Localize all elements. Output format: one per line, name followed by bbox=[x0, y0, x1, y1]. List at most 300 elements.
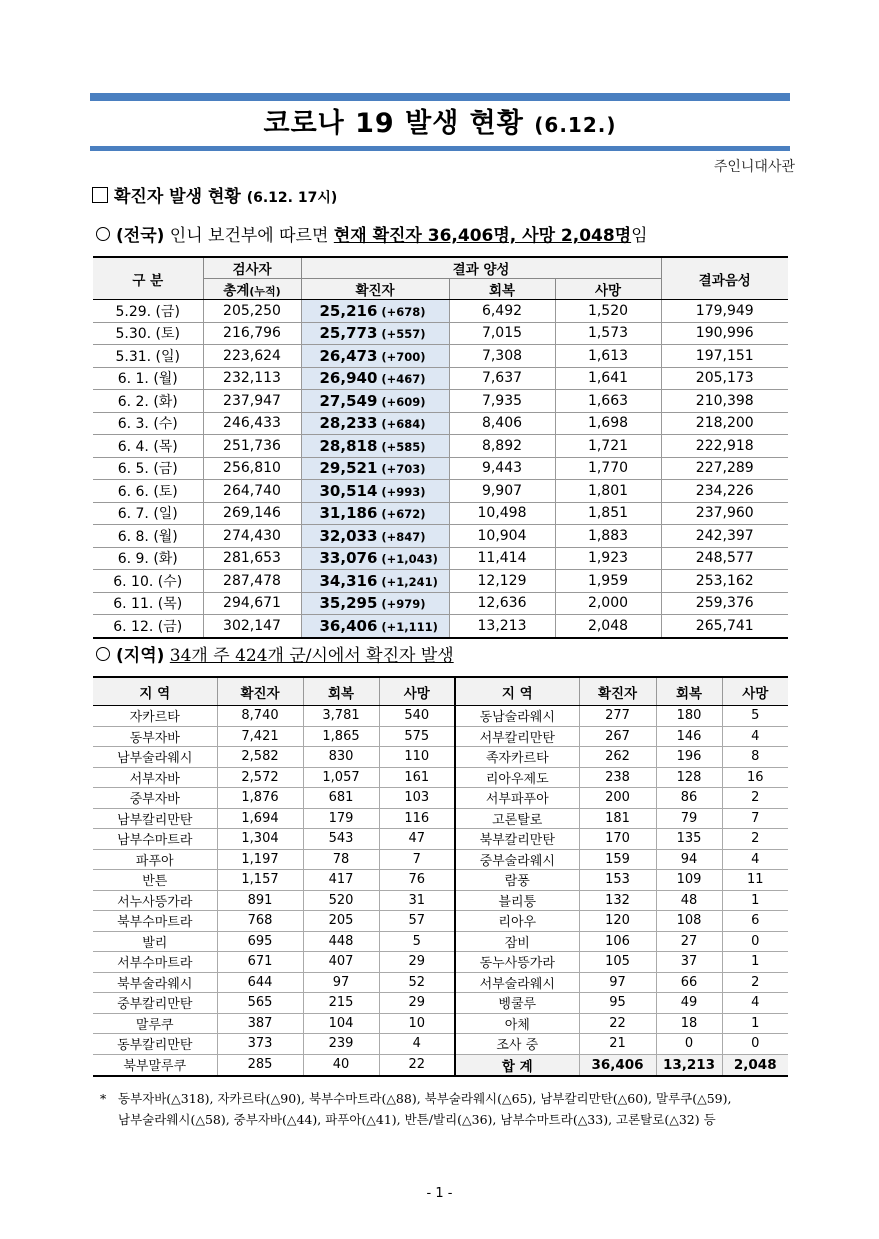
region-cell: 벵쿨루 bbox=[455, 993, 579, 1014]
tested-cell: 246,433 bbox=[203, 412, 301, 435]
recovered-cell: 48 bbox=[656, 890, 722, 911]
recovered-cell: 205 bbox=[303, 911, 379, 932]
table-row bbox=[93, 390, 788, 413]
title-date: (6.12.) bbox=[534, 113, 617, 137]
region-cell: 족자카르타 bbox=[455, 747, 579, 768]
region-cell: 남부수마트라 bbox=[93, 829, 217, 850]
confirmed-value: 30,514 bbox=[319, 481, 378, 500]
square-bullet-icon bbox=[92, 187, 108, 203]
recovered-cell: 37 bbox=[656, 952, 722, 973]
header-deaths: 사망 bbox=[555, 279, 661, 300]
confirmed-cell: 1,157 bbox=[217, 870, 303, 891]
tested-cell: 216,796 bbox=[203, 322, 301, 345]
recovered-cell: 8,892 bbox=[449, 435, 555, 458]
regional-text: 34개 주 424개 군/시에서 확진자 발생 bbox=[169, 646, 454, 666]
negative-cell: 205,173 bbox=[661, 367, 788, 390]
organization: 주인니대사관 bbox=[713, 159, 795, 175]
recovered-cell: 6,492 bbox=[449, 300, 555, 323]
header-period: 구 분 bbox=[93, 257, 203, 300]
recovered-cell: 79 bbox=[656, 808, 722, 829]
table-row bbox=[93, 570, 788, 593]
negative-cell: 222,918 bbox=[661, 435, 788, 458]
confirmed-value: 26,940 bbox=[319, 369, 378, 388]
negative-cell: 190,996 bbox=[661, 322, 788, 345]
confirmed-cell: 267 bbox=[579, 726, 656, 747]
header-region-right: 지 역 bbox=[455, 677, 579, 706]
header-confirmed-right: 확진자 bbox=[579, 677, 656, 706]
tested-cell: 205,250 bbox=[203, 300, 301, 323]
tested-cell: 256,810 bbox=[203, 457, 301, 480]
confirmed-cell bbox=[301, 502, 449, 525]
recovered-cell: 27 bbox=[656, 931, 722, 952]
recovered-cell: 10,498 bbox=[449, 502, 555, 525]
date-cell: 5.31. (일) bbox=[93, 345, 203, 368]
date-cell: 6. 4. (목) bbox=[93, 435, 203, 458]
header-tested-total bbox=[203, 279, 301, 300]
table-row bbox=[93, 788, 788, 809]
confirmed-increase: (+609) bbox=[381, 394, 426, 409]
negative-cell: 179,949 bbox=[661, 300, 788, 323]
deaths-cell: 1,923 bbox=[555, 547, 661, 570]
tested-cell: 281,653 bbox=[203, 547, 301, 570]
confirmed-cell bbox=[301, 615, 449, 638]
deaths-cell: 29 bbox=[379, 993, 455, 1014]
confirmed-cell: 95 bbox=[579, 993, 656, 1014]
confirmed-increase: (+684) bbox=[381, 417, 426, 432]
confirmed-increase: (+467) bbox=[381, 372, 426, 387]
date-cell: 6. 1. (월) bbox=[93, 367, 203, 390]
total-deaths: 2,048 bbox=[722, 1054, 788, 1076]
region-cell: 아체 bbox=[455, 1013, 579, 1034]
confirmed-cell: 1,876 bbox=[217, 788, 303, 809]
table-row bbox=[93, 345, 788, 368]
header-deaths-left: 사망 bbox=[379, 677, 455, 706]
recovered-cell: 7,935 bbox=[449, 390, 555, 413]
confirmed-cell bbox=[301, 592, 449, 615]
confirmed-value: 28,233 bbox=[319, 414, 378, 433]
deaths-cell: 1,721 bbox=[555, 435, 661, 458]
deaths-cell: 1,698 bbox=[555, 412, 661, 435]
confirmed-value: 26,473 bbox=[319, 346, 378, 365]
region-cell: 잠비 bbox=[455, 931, 579, 952]
recovered-cell: 0 bbox=[656, 1034, 722, 1055]
circle-bullet-icon bbox=[96, 227, 110, 241]
deaths-cell: 10 bbox=[379, 1013, 455, 1034]
confirmed-cell: 262 bbox=[579, 747, 656, 768]
confirmed-cell: 1,694 bbox=[217, 808, 303, 829]
deaths-cell: 5 bbox=[722, 706, 788, 727]
region-cell: 리아우제도 bbox=[455, 767, 579, 788]
region-cell: 남부술라웨시 bbox=[93, 747, 217, 768]
deaths-cell: 22 bbox=[379, 1054, 455, 1076]
confirmed-value: 25,216 bbox=[319, 301, 378, 320]
table-row bbox=[93, 525, 788, 548]
deaths-cell: 103 bbox=[379, 788, 455, 809]
confirmed-increase: (+585) bbox=[381, 439, 426, 454]
deaths-cell: 1,851 bbox=[555, 502, 661, 525]
deaths-cell: 4 bbox=[722, 849, 788, 870]
confirmed-increase: (+1,043) bbox=[381, 552, 438, 567]
region-cell: 동부자바 bbox=[93, 726, 217, 747]
date-cell: 6. 2. (화) bbox=[93, 390, 203, 413]
recovered-cell: 8,406 bbox=[449, 412, 555, 435]
confirmed-increase: (+979) bbox=[381, 597, 426, 612]
negative-cell: 265,741 bbox=[661, 615, 788, 638]
deaths-cell: 2,000 bbox=[555, 592, 661, 615]
deaths-cell: 11 bbox=[722, 870, 788, 891]
date-cell: 6. 12. (금) bbox=[93, 615, 203, 638]
recovered-cell: 196 bbox=[656, 747, 722, 768]
date-cell: 6. 8. (월) bbox=[93, 525, 203, 548]
confirmed-cell bbox=[301, 412, 449, 435]
confirmed-cell: 22 bbox=[579, 1013, 656, 1034]
header-confirmed: 확진자 bbox=[301, 279, 449, 300]
header-recovered-left: 회복 bbox=[303, 677, 379, 706]
header-tested-sub: 총계 bbox=[223, 283, 250, 299]
national-suffix: 임 bbox=[631, 226, 648, 246]
deaths-cell: 0 bbox=[722, 931, 788, 952]
deaths-cell: 1,641 bbox=[555, 367, 661, 390]
title-top-rule bbox=[90, 93, 790, 101]
table-row bbox=[93, 849, 788, 870]
recovered-cell: 49 bbox=[656, 993, 722, 1014]
negative-cell: 218,200 bbox=[661, 412, 788, 435]
deaths-cell: 1,959 bbox=[555, 570, 661, 593]
table-row bbox=[93, 890, 788, 911]
region-cell: 동남술라웨시 bbox=[455, 706, 579, 727]
confirmed-cell: 181 bbox=[579, 808, 656, 829]
regional-table bbox=[93, 676, 788, 1077]
confirmed-value: 36,406 bbox=[319, 616, 378, 635]
confirmed-cell: 120 bbox=[579, 911, 656, 932]
table-row bbox=[93, 435, 788, 458]
confirmed-cell: 7,421 bbox=[217, 726, 303, 747]
table-row bbox=[93, 870, 788, 891]
tested-cell: 269,146 bbox=[203, 502, 301, 525]
deaths-cell: 1,520 bbox=[555, 300, 661, 323]
national-highlight: 현재 확진자 36,406명, 사망 2,048명 bbox=[333, 226, 632, 246]
national-prefix: (전국) bbox=[116, 226, 165, 246]
national-summary bbox=[96, 221, 648, 246]
recovered-cell: 10,904 bbox=[449, 525, 555, 548]
region-cell: 리아우 bbox=[455, 911, 579, 932]
recovered-cell: 7,308 bbox=[449, 345, 555, 368]
confirmed-cell: 153 bbox=[579, 870, 656, 891]
confirmed-increase: (+678) bbox=[381, 304, 426, 319]
region-cell: 고론탈로 bbox=[455, 808, 579, 829]
deaths-cell: 1,883 bbox=[555, 525, 661, 548]
recovered-cell: 18 bbox=[656, 1013, 722, 1034]
recovered-cell: 7,015 bbox=[449, 322, 555, 345]
regional-prefix: (지역) bbox=[116, 646, 165, 666]
region-cell: 서부술라웨시 bbox=[455, 972, 579, 993]
region-cell: 블리퉁 bbox=[455, 890, 579, 911]
recovered-cell: 11,414 bbox=[449, 547, 555, 570]
recovered-cell: 109 bbox=[656, 870, 722, 891]
region-cell: 북부칼리만탄 bbox=[455, 829, 579, 850]
deaths-cell: 116 bbox=[379, 808, 455, 829]
confirmed-increase: (+1,111) bbox=[381, 619, 438, 634]
confirmed-cell: 2,572 bbox=[217, 767, 303, 788]
deaths-cell: 1,801 bbox=[555, 480, 661, 503]
confirmed-cell bbox=[301, 570, 449, 593]
confirmed-value: 28,818 bbox=[319, 436, 378, 455]
confirmed-cell: 238 bbox=[579, 767, 656, 788]
recovered-cell: 97 bbox=[303, 972, 379, 993]
confirmed-cell: 565 bbox=[217, 993, 303, 1014]
confirmed-cell: 159 bbox=[579, 849, 656, 870]
recovered-cell: 180 bbox=[656, 706, 722, 727]
recovered-cell: 12,636 bbox=[449, 592, 555, 615]
confirmed-value: 33,076 bbox=[319, 549, 378, 568]
confirmed-value: 25,773 bbox=[319, 324, 378, 343]
recovered-cell: 66 bbox=[656, 972, 722, 993]
deaths-cell: 575 bbox=[379, 726, 455, 747]
date-cell: 6. 10. (수) bbox=[93, 570, 203, 593]
deaths-cell: 2 bbox=[722, 829, 788, 850]
region-cell: 북부술라웨시 bbox=[93, 972, 217, 993]
region-cell: 서누사뜽가라 bbox=[93, 890, 217, 911]
date-cell: 6. 11. (목) bbox=[93, 592, 203, 615]
confirmed-cell: 671 bbox=[217, 952, 303, 973]
deaths-cell: 8 bbox=[722, 747, 788, 768]
table-row bbox=[93, 1034, 788, 1055]
confirmed-cell: 21 bbox=[579, 1034, 656, 1055]
footnote-line-1: 동부자바(△318), 자카르타(△90), 북부수마트라(△88), 북부술라웨시(△65), 남부칼리만탄(△60), 말루쿠(△59), bbox=[118, 1091, 732, 1106]
recovered-cell: 3,781 bbox=[303, 706, 379, 727]
deaths-cell: 52 bbox=[379, 972, 455, 993]
table-row bbox=[93, 502, 788, 525]
section-time: (6.12. 17시) bbox=[246, 190, 338, 206]
deaths-cell: 1 bbox=[722, 1013, 788, 1034]
recovered-cell: 78 bbox=[303, 849, 379, 870]
table-row bbox=[93, 993, 788, 1014]
deaths-cell: 7 bbox=[722, 808, 788, 829]
deaths-cell: 2 bbox=[722, 972, 788, 993]
total-recovered: 13,213 bbox=[656, 1054, 722, 1076]
deaths-cell: 7 bbox=[379, 849, 455, 870]
confirmed-value: 32,033 bbox=[319, 526, 378, 545]
negative-cell: 227,289 bbox=[661, 457, 788, 480]
date-cell: 5.29. (금) bbox=[93, 300, 203, 323]
region-cell: 서부자바 bbox=[93, 767, 217, 788]
table-row bbox=[93, 1013, 788, 1034]
region-cell: 동부칼리만탄 bbox=[93, 1034, 217, 1055]
header-tested: 검사자 bbox=[203, 257, 301, 279]
deaths-cell: 5 bbox=[379, 931, 455, 952]
recovered-cell: 407 bbox=[303, 952, 379, 973]
recovered-cell: 9,907 bbox=[449, 480, 555, 503]
region-cell: 북부말루쿠 bbox=[93, 1054, 217, 1076]
confirmed-cell bbox=[301, 480, 449, 503]
region-cell: 람풍 bbox=[455, 870, 579, 891]
tested-cell: 287,478 bbox=[203, 570, 301, 593]
section-heading bbox=[92, 182, 337, 207]
date-cell: 6. 3. (수) bbox=[93, 412, 203, 435]
table-row bbox=[93, 412, 788, 435]
table-row bbox=[93, 322, 788, 345]
deaths-cell: 0 bbox=[722, 1034, 788, 1055]
deaths-cell: 1,770 bbox=[555, 457, 661, 480]
total-label: 합 계 bbox=[455, 1054, 579, 1076]
deaths-cell: 2 bbox=[722, 788, 788, 809]
negative-cell: 234,226 bbox=[661, 480, 788, 503]
negative-cell: 242,397 bbox=[661, 525, 788, 548]
deaths-cell: 161 bbox=[379, 767, 455, 788]
region-cell: 발리 bbox=[93, 931, 217, 952]
region-cell: 서부수마트라 bbox=[93, 952, 217, 973]
table-row bbox=[93, 480, 788, 503]
tested-cell: 274,430 bbox=[203, 525, 301, 548]
confirmed-value: 29,521 bbox=[319, 459, 378, 478]
deaths-cell: 2,048 bbox=[555, 615, 661, 638]
confirmed-cell: 373 bbox=[217, 1034, 303, 1055]
confirmed-cell: 97 bbox=[579, 972, 656, 993]
header-recovered: 회복 bbox=[449, 279, 555, 300]
header-region-left: 지 역 bbox=[93, 677, 217, 706]
confirmed-cell: 132 bbox=[579, 890, 656, 911]
confirmed-cell: 285 bbox=[217, 1054, 303, 1076]
region-cell: 서부칼리만탄 bbox=[455, 726, 579, 747]
confirmed-cell bbox=[301, 367, 449, 390]
recovered-cell: 146 bbox=[656, 726, 722, 747]
header-confirmed-left: 확진자 bbox=[217, 677, 303, 706]
region-cell: 파푸아 bbox=[93, 849, 217, 870]
confirmed-cell bbox=[301, 547, 449, 570]
recovered-cell: 543 bbox=[303, 829, 379, 850]
recovered-cell: 239 bbox=[303, 1034, 379, 1055]
table-row bbox=[93, 615, 788, 638]
tested-cell: 294,671 bbox=[203, 592, 301, 615]
section-label: 확진자 발생 현황 bbox=[114, 187, 241, 207]
region-cell: 말루쿠 bbox=[93, 1013, 217, 1034]
table-row bbox=[93, 931, 788, 952]
confirmed-cell: 277 bbox=[579, 706, 656, 727]
confirmed-cell bbox=[301, 345, 449, 368]
national-table bbox=[93, 256, 788, 639]
confirmed-increase: (+847) bbox=[381, 529, 426, 544]
region-cell: 자카르타 bbox=[93, 706, 217, 727]
deaths-cell: 4 bbox=[722, 993, 788, 1014]
recovered-cell: 108 bbox=[656, 911, 722, 932]
region-cell: 반튼 bbox=[93, 870, 217, 891]
table-row bbox=[93, 972, 788, 993]
table-row bbox=[93, 911, 788, 932]
recovered-cell: 12,129 bbox=[449, 570, 555, 593]
confirmed-cell: 644 bbox=[217, 972, 303, 993]
confirmed-value: 31,186 bbox=[319, 504, 378, 523]
confirmed-increase: (+1,241) bbox=[381, 574, 438, 589]
confirmed-increase: (+557) bbox=[381, 327, 426, 342]
deaths-cell: 29 bbox=[379, 952, 455, 973]
confirmed-cell bbox=[301, 457, 449, 480]
confirmed-increase: (+700) bbox=[381, 349, 426, 364]
table-row bbox=[93, 808, 788, 829]
deaths-cell: 1,573 bbox=[555, 322, 661, 345]
deaths-cell: 110 bbox=[379, 747, 455, 768]
total-confirmed: 36,406 bbox=[579, 1054, 656, 1076]
table-row bbox=[93, 767, 788, 788]
region-cell: 북부수마트라 bbox=[93, 911, 217, 932]
deaths-cell: 1 bbox=[722, 952, 788, 973]
negative-cell: 210,398 bbox=[661, 390, 788, 413]
deaths-cell: 31 bbox=[379, 890, 455, 911]
recovered-cell: 448 bbox=[303, 931, 379, 952]
confirmed-value: 34,316 bbox=[319, 571, 378, 590]
date-cell: 6. 5. (금) bbox=[93, 457, 203, 480]
tested-cell: 264,740 bbox=[203, 480, 301, 503]
confirmed-cell: 105 bbox=[579, 952, 656, 973]
table-row bbox=[93, 592, 788, 615]
date-cell: 5.30. (토) bbox=[93, 322, 203, 345]
recovered-cell: 1,865 bbox=[303, 726, 379, 747]
page-number: - 1 - bbox=[426, 1186, 453, 1201]
confirmed-increase: (+672) bbox=[381, 507, 426, 522]
deaths-cell: 4 bbox=[722, 726, 788, 747]
tested-cell: 223,624 bbox=[203, 345, 301, 368]
date-cell: 6. 9. (화) bbox=[93, 547, 203, 570]
table-row bbox=[93, 547, 788, 570]
negative-cell: 197,151 bbox=[661, 345, 788, 368]
footnote-star: * bbox=[100, 1091, 107, 1106]
tested-cell: 302,147 bbox=[203, 615, 301, 638]
confirmed-increase: (+993) bbox=[381, 484, 426, 499]
region-cell: 서부파푸아 bbox=[455, 788, 579, 809]
title-main: 코로나 19 발생 현황 bbox=[263, 108, 524, 139]
recovered-cell: 9,443 bbox=[449, 457, 555, 480]
negative-cell: 259,376 bbox=[661, 592, 788, 615]
confirmed-increase: (+703) bbox=[381, 462, 426, 477]
recovered-cell: 104 bbox=[303, 1013, 379, 1034]
table-row bbox=[93, 829, 788, 850]
recovered-cell: 1,057 bbox=[303, 767, 379, 788]
table-row bbox=[93, 706, 788, 727]
recovered-cell: 681 bbox=[303, 788, 379, 809]
recovered-cell: 135 bbox=[656, 829, 722, 850]
confirmed-cell: 695 bbox=[217, 931, 303, 952]
region-cell: 중부칼리만탄 bbox=[93, 993, 217, 1014]
negative-cell: 253,162 bbox=[661, 570, 788, 593]
deaths-cell: 16 bbox=[722, 767, 788, 788]
header-deaths-right: 사망 bbox=[722, 677, 788, 706]
deaths-cell: 1,613 bbox=[555, 345, 661, 368]
recovered-cell: 86 bbox=[656, 788, 722, 809]
footnote bbox=[100, 1088, 800, 1130]
deaths-cell: 4 bbox=[379, 1034, 455, 1055]
tested-cell: 251,736 bbox=[203, 435, 301, 458]
confirmed-cell bbox=[301, 390, 449, 413]
header-recovered-right: 회복 bbox=[656, 677, 722, 706]
recovered-cell: 520 bbox=[303, 890, 379, 911]
confirmed-cell bbox=[301, 435, 449, 458]
region-cell: 동누사뜽가라 bbox=[455, 952, 579, 973]
recovered-cell: 40 bbox=[303, 1054, 379, 1076]
recovered-cell: 94 bbox=[656, 849, 722, 870]
confirmed-cell: 387 bbox=[217, 1013, 303, 1034]
date-cell: 6. 7. (일) bbox=[93, 502, 203, 525]
table-row bbox=[93, 457, 788, 480]
tested-cell: 232,113 bbox=[203, 367, 301, 390]
deaths-cell: 47 bbox=[379, 829, 455, 850]
table-row bbox=[93, 952, 788, 973]
header-negative: 결과음성 bbox=[661, 257, 788, 300]
table-row bbox=[93, 726, 788, 747]
header-tested-note: (누적) bbox=[249, 285, 281, 298]
confirmed-cell bbox=[301, 300, 449, 323]
negative-cell: 237,960 bbox=[661, 502, 788, 525]
circle-bullet-icon bbox=[96, 647, 110, 661]
confirmed-cell: 1,197 bbox=[217, 849, 303, 870]
